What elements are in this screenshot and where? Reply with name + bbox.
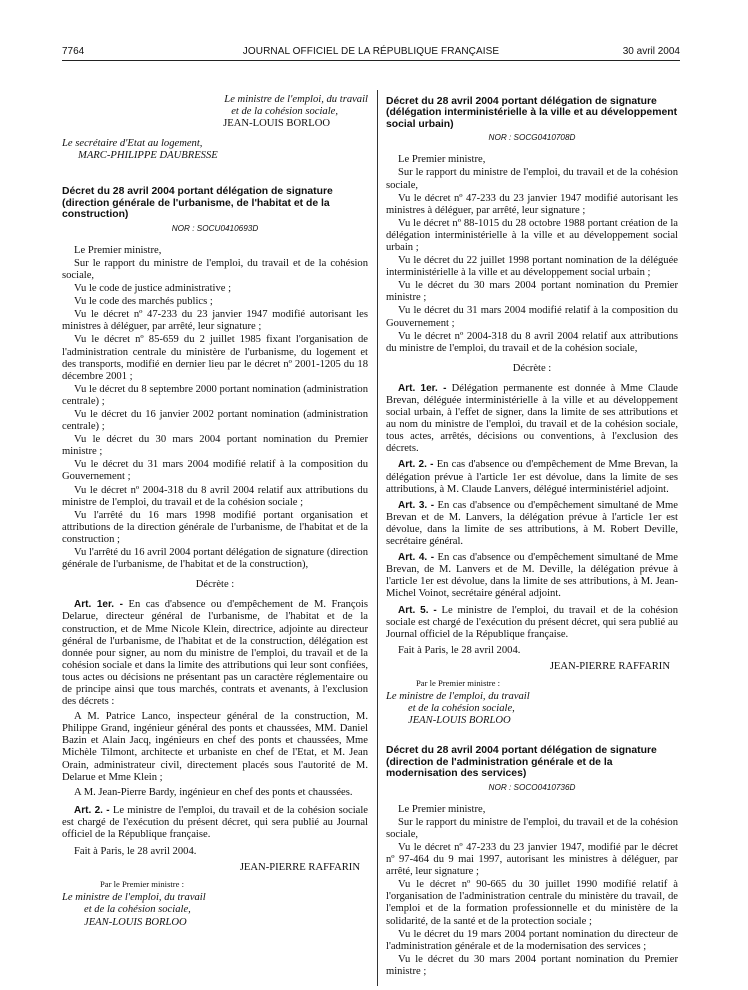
decree-title: Décret du 28 avril 2004 portant délégation de signature (direction générale de l'urbanisme, de l'habitat et de la construction) (62, 186, 333, 221)
paragraph: Vu le décret nº 2004-318 du 8 avril 2004 relatif aux attributions du ministre de l'emploi, du travail et de la cohésion sociale ; (62, 484, 368, 508)
paragraph: Vu le décret nº 47-233 du 23 janvier 1947, modifié par le décret nº 97-464 du 9 mai 1997, autorisant les ministres à déléguer, par arrêté, leur signature ; (386, 841, 678, 878)
paragraph: Sur le rapport du ministre de l'emploi, du travail et de la cohésion sociale, (62, 257, 368, 281)
paragraph: Sur le rapport du ministre de l'emploi, du travail et de la cohésion sociale, (386, 816, 678, 840)
paragraph: Le Premier ministre, (398, 803, 486, 815)
signature-block-top (62, 94, 368, 130)
article-label: Art. 1er. - (398, 382, 447, 394)
countersign-label: Par le Premier ministre : (416, 677, 501, 688)
article-2: Art. 2. - En cas d'absence ou d'empêchement de Mme Brevan, la délégation prévue à l'article 1er est dévolue, dans la limite de ses attributions, à M. Claude Lanvers, délégué interministériel adjoint. (386, 459, 679, 495)
nor-reference: NOR : SOCO0410736D (488, 782, 576, 792)
column-divider (377, 90, 378, 986)
paragraph: Vu le décret du 30 mars 2004 portant nomination du Premier ministre ; (62, 434, 368, 458)
signature-name: JEAN-LOUIS BORLOO (223, 118, 330, 130)
minister-line: et de la cohésion sociale, (84, 904, 191, 916)
paragraph: Vu l'arrêté du 16 mars 1998 modifié portant organisation et attributions de la direction générale de l'urbanisme, de l'habitat et de la construction ; (62, 509, 368, 545)
signature-name: MARC-PHILIPPE DAUBRESSE (78, 150, 218, 162)
paragraph: Vu le décret nº 90-665 du 30 juillet 1990 modifié relatif à l'organisation de l'administration centrale du ministère du travail, de l'emploi et de la formation professionnelle et du ministère de la solidarité, de la santé et de la protection sociale ; (386, 879, 678, 927)
countersign-label: Par le Premier ministre : (100, 879, 185, 890)
signer-name: JEAN-PIERRE RAFFARIN (239, 862, 360, 874)
article-label: Art. 2. - (398, 459, 434, 471)
section-gap (386, 727, 678, 745)
place-date: Fait à Paris, le 28 avril 2004. (74, 846, 197, 858)
article-1: Art. 1er. - En cas d'absence ou d'empêchement de M. François Delarue, directeur général de l'urbanisme, de l'habitat et de la construction, et de Mme Nicole Klein, directrice, adjointe au directeur général de l'urbanisme, de l'habitat et de la construction, délégation est donnée pour signer, au nom du ministre de l'emploi, du travail et de la cohésion sociale et dans la limite des attributions qui leur sont confiées, tous actes ou décisions ne présentant pas un caractère réglementaire ou de principe ainsi que tous marchés, contrats et avenants, à l'exclusion des décrets : (62, 599, 368, 708)
paragraph: A M. Patrice Lanco, inspecteur général de la construction, M. Philippe Grand, ingénieur général des ponts et chaussées, MM. Daniel Bazin et Alain Jacq, ingénieurs en chef des ponts et chaussées, Mme Michèle Tilmont, architecte et urbaniste en chef de l'Etat, et M. Jean Orain, administrateur civil, directement placés sous l'autorité de M. Delarue et Mme Klein ; (62, 711, 368, 783)
decree-preamble (386, 804, 678, 978)
decree-title: Décret du 28 avril 2004 portant délégation de signature (direction de l'administration générale et de la modernisation des services) (386, 745, 657, 780)
paragraph: Vu le décret du 19 mars 2004 portant nomination du directeur de l'administration générale et de la modernisation des services ; (386, 928, 678, 952)
paragraph: Vu le décret du 31 mars 2004 modifié relatif à la composition du Gouvernement ; (62, 459, 368, 483)
place-date: Fait à Paris, le 28 avril 2004. (398, 644, 521, 656)
paragraph: Vu le décret nº 47-233 du 23 janvier 1947 modifié autorisant les ministres à déléguer, par arrêté, leur signature ; (62, 309, 368, 333)
minister-line: Le ministre de l'emploi, du travail (62, 892, 206, 904)
article-2: Art. 2. - Le ministre de l'emploi, du travail et de la cohésion sociale est chargé de l'exécution du présent décret, qui sera publié au Journal officiel de la République française. (62, 804, 368, 840)
decrete-heading: Décrète : (512, 362, 552, 374)
article-4: Art. 4. - En cas d'absence ou d'empêchement simultané de Mme Brevan, de M. Lanvers et de M. Deville, la délégation prévue à l'article 1er est dévolue, dans la limite de ses attributions, à M. Jean-Michel Voinot, secrétaire général adjoint. (386, 552, 678, 600)
minister-line: Le ministre de l'emploi, du travail (386, 691, 530, 703)
article-1: Art. 1er. - Délégation permanente est donnée à Mme Claude Brevan, déléguée interministérielle à la ville et au développement social urbain, à l'effet de signer, dans la limite de ses attributions et au nom du ministre de l'emploi, du travail et de la cohésion sociale, tous actes, arrêtés, décisions ou conventions, à l'exclusion des décrets. (386, 382, 678, 455)
decree-preamble (62, 245, 368, 571)
left-column (62, 94, 368, 929)
paragraph: Vu le code des marchés publics ; (74, 296, 213, 308)
minister-line: et de la cohésion sociale, (408, 703, 515, 715)
paragraph: Vu le décret du 31 mars 2004 modifié relatif à la composition du Gouvernement ; (386, 305, 678, 329)
paragraph: Vu le décret du 22 juillet 1998 portant nomination de la déléguée interministérielle à la ville et au développement social urbain ; (386, 255, 678, 279)
paragraph: Vu l'arrêté du 16 avril 2004 portant délégation de signature (direction générale de l'urbanisme, de l'habitat et de la construction), (62, 547, 368, 571)
paragraph: Vu le décret nº 2004-318 du 8 avril 2004 relatif aux attributions du ministre de l'emploi, du travail et de la cohésion sociale, (386, 330, 678, 354)
signature-line: Le ministre de l'emploi, du travail (224, 94, 368, 105)
nor-reference: NOR : SOCG0410708D (488, 133, 576, 143)
minister-name: JEAN-LOUIS BORLOO (408, 715, 511, 727)
article-label: Art. 2. - (74, 804, 110, 816)
paragraph: Vu le code de justice administrative ; (74, 283, 232, 295)
paragraph: Vu le décret nº 88-1015 du 28 octobre 1988 portant création de la délégation interministérielle à la ville et au développement social urbain ; (386, 217, 678, 253)
paragraph: Sur le rapport du ministre de l'emploi, du travail et de la cohésion sociale, (386, 167, 678, 191)
paragraph: Vu le décret du 30 mars 2004 portant nomination du Premier ministre ; (386, 280, 678, 304)
secretary-signature (62, 138, 368, 162)
paragraph: A M. Jean-Pierre Bardy, ingénieur en chef des ponts et chaussées. (74, 786, 353, 798)
paragraph: Vu le décret du 8 septembre 2000 portant nomination (administration centrale) ; (62, 383, 368, 407)
page-header (62, 46, 680, 61)
article-label: Art. 5. - (398, 604, 437, 616)
paragraph: Vu le décret nº 47-233 du 23 janvier 1947 modifié autorisant les ministres à déléguer, par arrêté, leur signature ; (386, 192, 678, 216)
decrete-heading: Décrète : (195, 579, 235, 591)
article-label: Art. 1er. - (74, 599, 123, 611)
signature-line: et de la cohésion sociale, (231, 106, 338, 118)
signer-name: JEAN-PIERRE RAFFARIN (549, 660, 670, 672)
paragraph: Le Premier ministre, (398, 154, 486, 166)
journal-title: JOURNAL OFFICIEL DE LA RÉPUBLIQUE FRANÇAISE (242, 46, 500, 57)
decree-preamble (386, 154, 678, 355)
paragraph: Vu le décret du 30 mars 2004 portant nomination du Premier ministre ; (386, 953, 678, 977)
issue-date: 30 avril 2004 (622, 46, 680, 57)
page-number: 7764 (62, 46, 85, 57)
signature-line: Le secrétaire d'Etat au logement, (62, 138, 203, 150)
nor-reference: NOR : SOCU0410693D (171, 223, 259, 233)
paragraph: Vu le décret du 16 janvier 2002 portant nomination (administration centrale) ; (62, 409, 368, 433)
paragraph: Le Premier ministre, (74, 244, 162, 256)
article-3: Art. 3. - En cas d'absence ou d'empêchement simultané de Mme Brevan et de M. Lanvers, la délégation prévue à l'article 1er est dévolue, dans la limite de ses attributions, à M. Robert Deville, secrétaire général. (386, 499, 678, 548)
paragraph: Vu le décret nº 85-659 du 2 juillet 1985 fixant l'organisation de l'administration centrale du ministère de l'urbanisme, du logement et des transports, modifié en dernier lieu par le décret nº 2001-1205 du 18 décembre 2001 ; (62, 334, 368, 382)
article-label: Art. 3. - (398, 499, 435, 511)
right-column (386, 96, 678, 979)
article-5: Art. 5. - Le ministre de l'emploi, du travail et de la cohésion sociale est chargé de l'exécution du présent décret, qui sera publié au Journal officiel de la République française. (386, 604, 679, 640)
article-label: Art. 4. - (398, 552, 435, 564)
decree-title: Décret du 28 avril 2004 portant délégation de signature (délégation interministérielle à la ville et au développement social urbain) (386, 96, 678, 130)
minister-name: JEAN-LOUIS BORLOO (84, 916, 187, 928)
